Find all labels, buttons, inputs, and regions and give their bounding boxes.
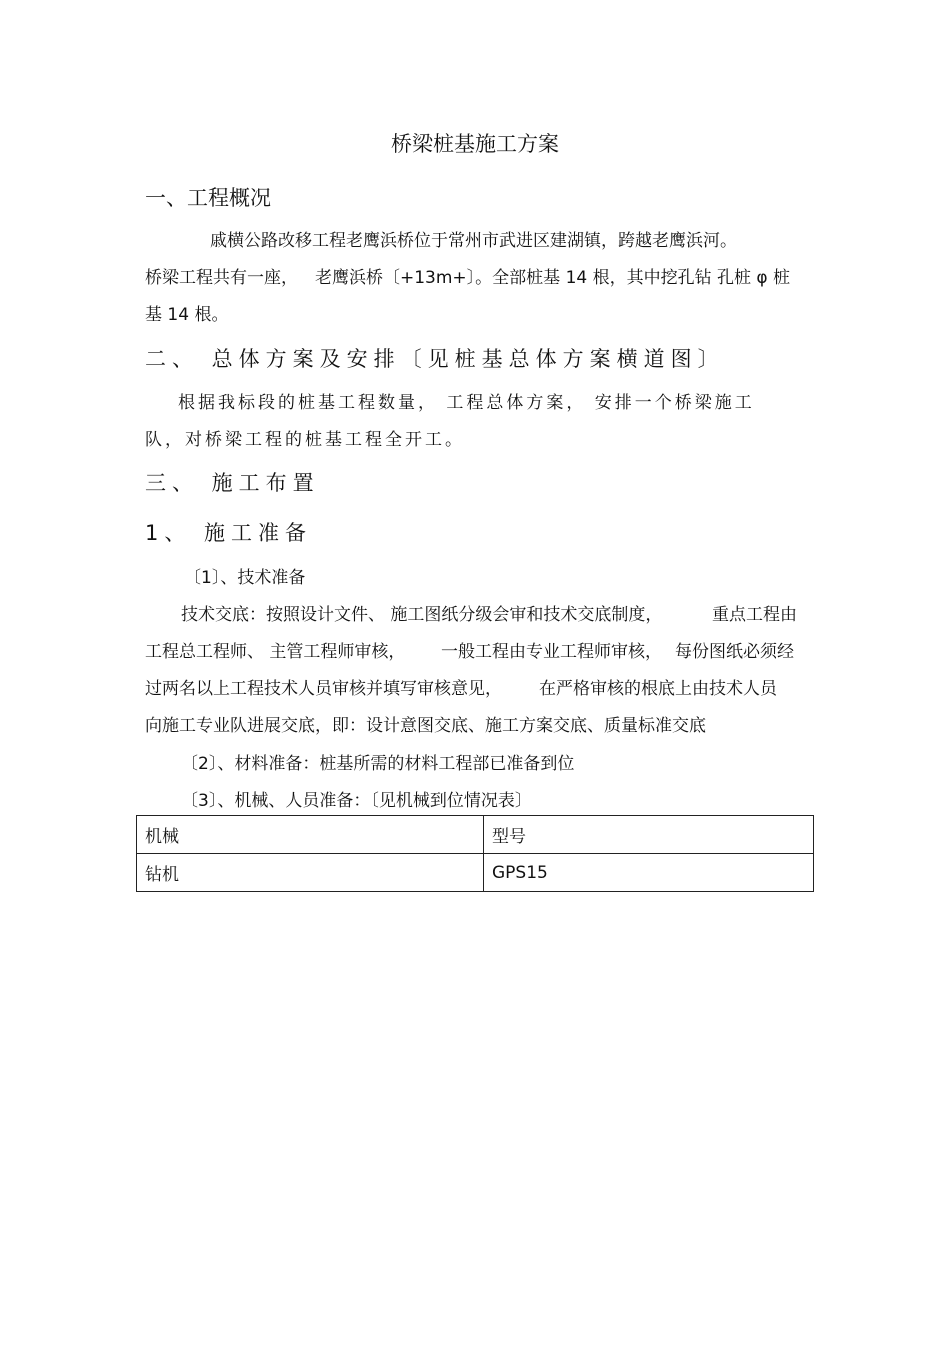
table-header-row [137,816,814,854]
item-1-line-1b: 重点工程由 [712,605,797,625]
table-row [137,854,814,892]
item-1-line-2b: 一般工程由专业工程师审核， [441,642,662,662]
item-2: 〔2〕、材料准备：桩基所需的材料工程部已准备到位 [181,754,575,774]
item-1-line-2a: 工程总工程师、 主管工程师审核， [145,642,406,662]
table-header-cell: 型号 [484,816,814,854]
table-header-cell: 机械 [137,816,484,854]
doc-title: 桥梁桩基施工方案 [391,132,559,156]
section-3-heading: 三、 施工布置 [145,471,320,495]
s1-paragraph-line-2b: 老鹰浜桥〔+13m+〕。全部桩基 14 根，其中挖孔钻 孔桩 φ 桩 [315,268,791,288]
section-1-heading: 一、工程概况 [145,186,271,210]
machine-table [136,815,814,892]
item-1-label: 〔1〕、技术准备 [184,568,306,588]
s2-paragraph-line-1: 根据我标段的桩基工程数量， 工程总体方案， 安排一个桥梁施工 [178,393,755,413]
table-cell: 钻机 [137,854,484,892]
item-1-line-4: 向施工专业队进展交底，即：设计意图交底、施工方案交底、质量标准交底 [145,716,706,736]
item-1-line-3b: 在严格审核的根底上由技术人员 [539,679,777,699]
item-1-line-2c: 每份图纸必须经 [675,642,794,662]
item-1-line-3a: 过两名以上工程技术人员审核并填写审核意见， [145,679,502,699]
table-cell: GPS15 [484,854,814,892]
item-1-line-1a: 技术交底：按照设计文件、 施工图纸分级会审和技术交底制度， [181,605,663,625]
s1-paragraph-line-1: 戚横公路改移工程老鹰浜桥位于常州市武进区建湖镇，跨越老鹰浜河。 [210,231,737,251]
s1-paragraph-line-2a: 桥梁工程共有一座， [145,268,298,288]
subsection-1-heading: 1、 施工准备 [145,521,313,545]
section-2-heading: 二、 总体方案及安排〔见桩基总体方案横道图〕 [145,347,725,371]
item-3: 〔3〕、机械、人员准备：〔见机械到位情况表〕 [181,791,532,811]
s1-paragraph-line-3: 基 14 根。 [145,305,229,325]
s2-paragraph-line-2: 队，对桥梁工程的桩基工程全开工。 [145,430,465,450]
